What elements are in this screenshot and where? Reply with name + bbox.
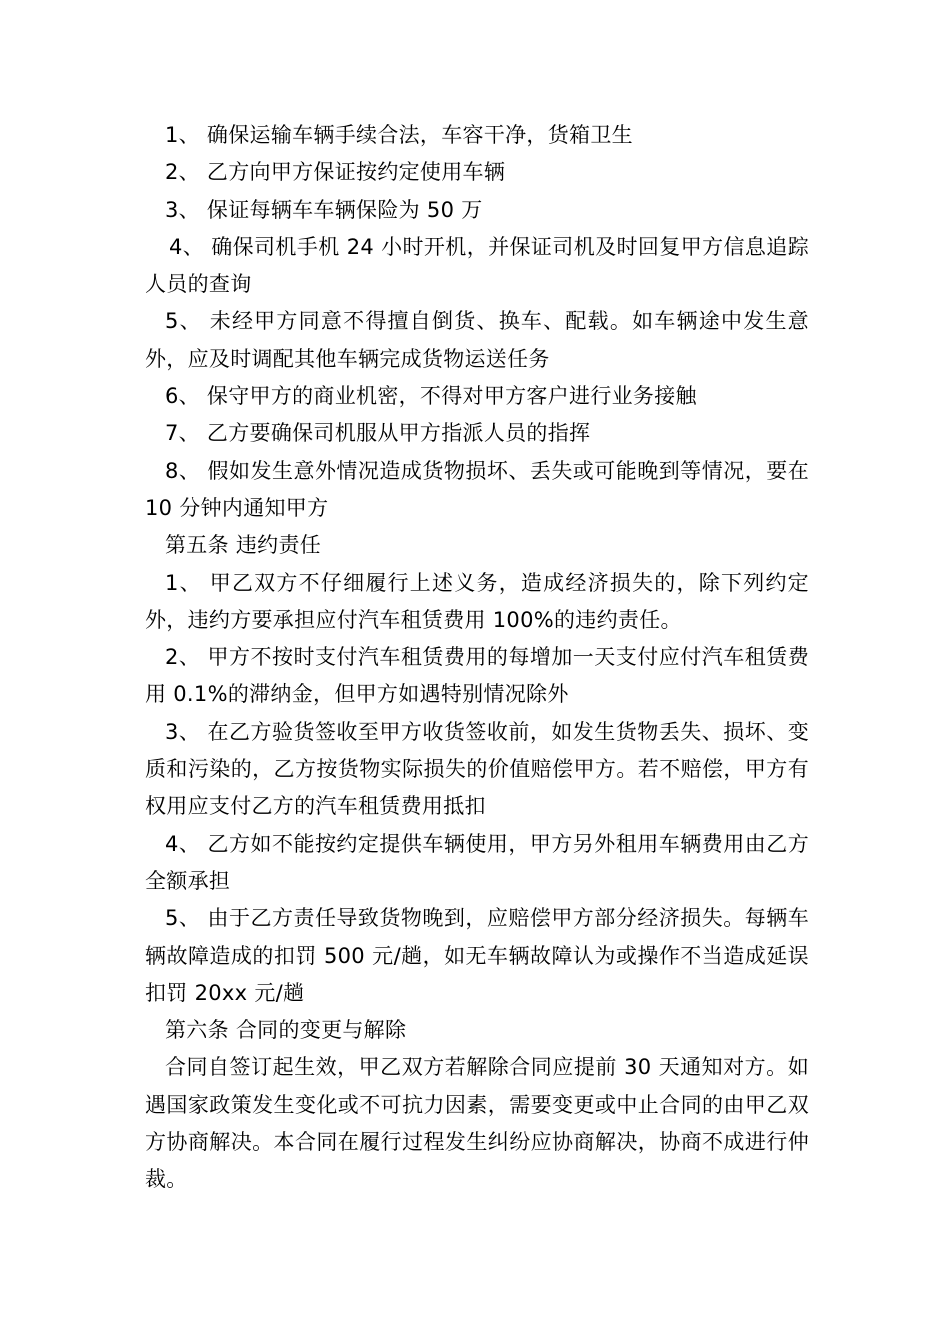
liability-item-1: 1、 甲乙双方不仔细履行上述义务，造成经济损失的，除下列约定外，违约方要承担应付汽车租赁费用 100%的违约责任。 bbox=[145, 570, 809, 632]
clause-item-2: 2、 乙方向甲方保证按约定使用车辆 bbox=[165, 160, 506, 185]
clause-item-7: 7、 乙方要确保司机服从甲方指派人员的指挥 bbox=[165, 421, 591, 446]
liability-item-2: 2、 甲方不按时支付汽车租赁费用的每增加一天支付应付汽车租赁费用 0.1%的滞纳金，但甲方如遇特别情况除外 bbox=[145, 645, 809, 707]
termination-paragraph: 合同自签订起生效，甲乙双方若解除合同应提前 30 天通知对方。如遇国家政策发生变化或不可抗力因素，需要变更或中止合同的由甲乙双方协商解决。本合同在履行过程发生纠纷应协商解决，协商不成进行仲裁。 bbox=[145, 1055, 809, 1192]
document-body bbox=[145, 117, 816, 1199]
liability-item-3: 3、 在乙方验货签收至甲方收货签收前，如发生货物丢失、损坏、变质和污染的，乙方按货物实际损失的价值赔偿甲方。若不赔偿，甲方有权用应支付乙方的汽车租赁费用抵扣 bbox=[145, 719, 809, 819]
liability-item-5: 5、 由于乙方责任导致货物晚到，应赔偿甲方部分经济损失。每辆车辆故障造成的扣罚 500 元/趟，如无车辆故障认为或操作不当造成延误扣罚 20xx 元/趟 bbox=[145, 906, 809, 1005]
clause-item-5: 5、 未经甲方同意不得擅自倒货、换车、配载。如车辆途中发生意外，应及时调配其他车辆完成货物运送任务 bbox=[145, 309, 809, 371]
clause-item-3: 3、 保证每辆车车辆保险为 50 万 bbox=[165, 197, 483, 222]
clause-item-8: 8、 假如发生意外情况造成货物损坏、丢失或可能晚到等情况，要在 10 分钟内通知甲方 bbox=[145, 458, 816, 520]
section-heading-article-6: 第六条 合同的变更与解除 bbox=[165, 1018, 407, 1043]
section-heading-article-5: 第五条 违约责任 bbox=[165, 533, 322, 558]
clause-item-1: 1、 确保运输车辆手续合法，车容干净，货箱卫生 bbox=[165, 123, 633, 147]
clause-item-6: 6、 保守甲方的商业机密，不得对甲方客户进行业务接触 bbox=[165, 384, 697, 409]
liability-item-4: 4、 乙方如不能按约定提供车辆使用，甲方另外租用车辆费用由乙方全额承担 bbox=[145, 831, 809, 893]
clause-item-4: 4、 确保司机手机 24 小时开机，并保证司机及时回复甲方信息追踪人员的查询 bbox=[145, 234, 809, 297]
